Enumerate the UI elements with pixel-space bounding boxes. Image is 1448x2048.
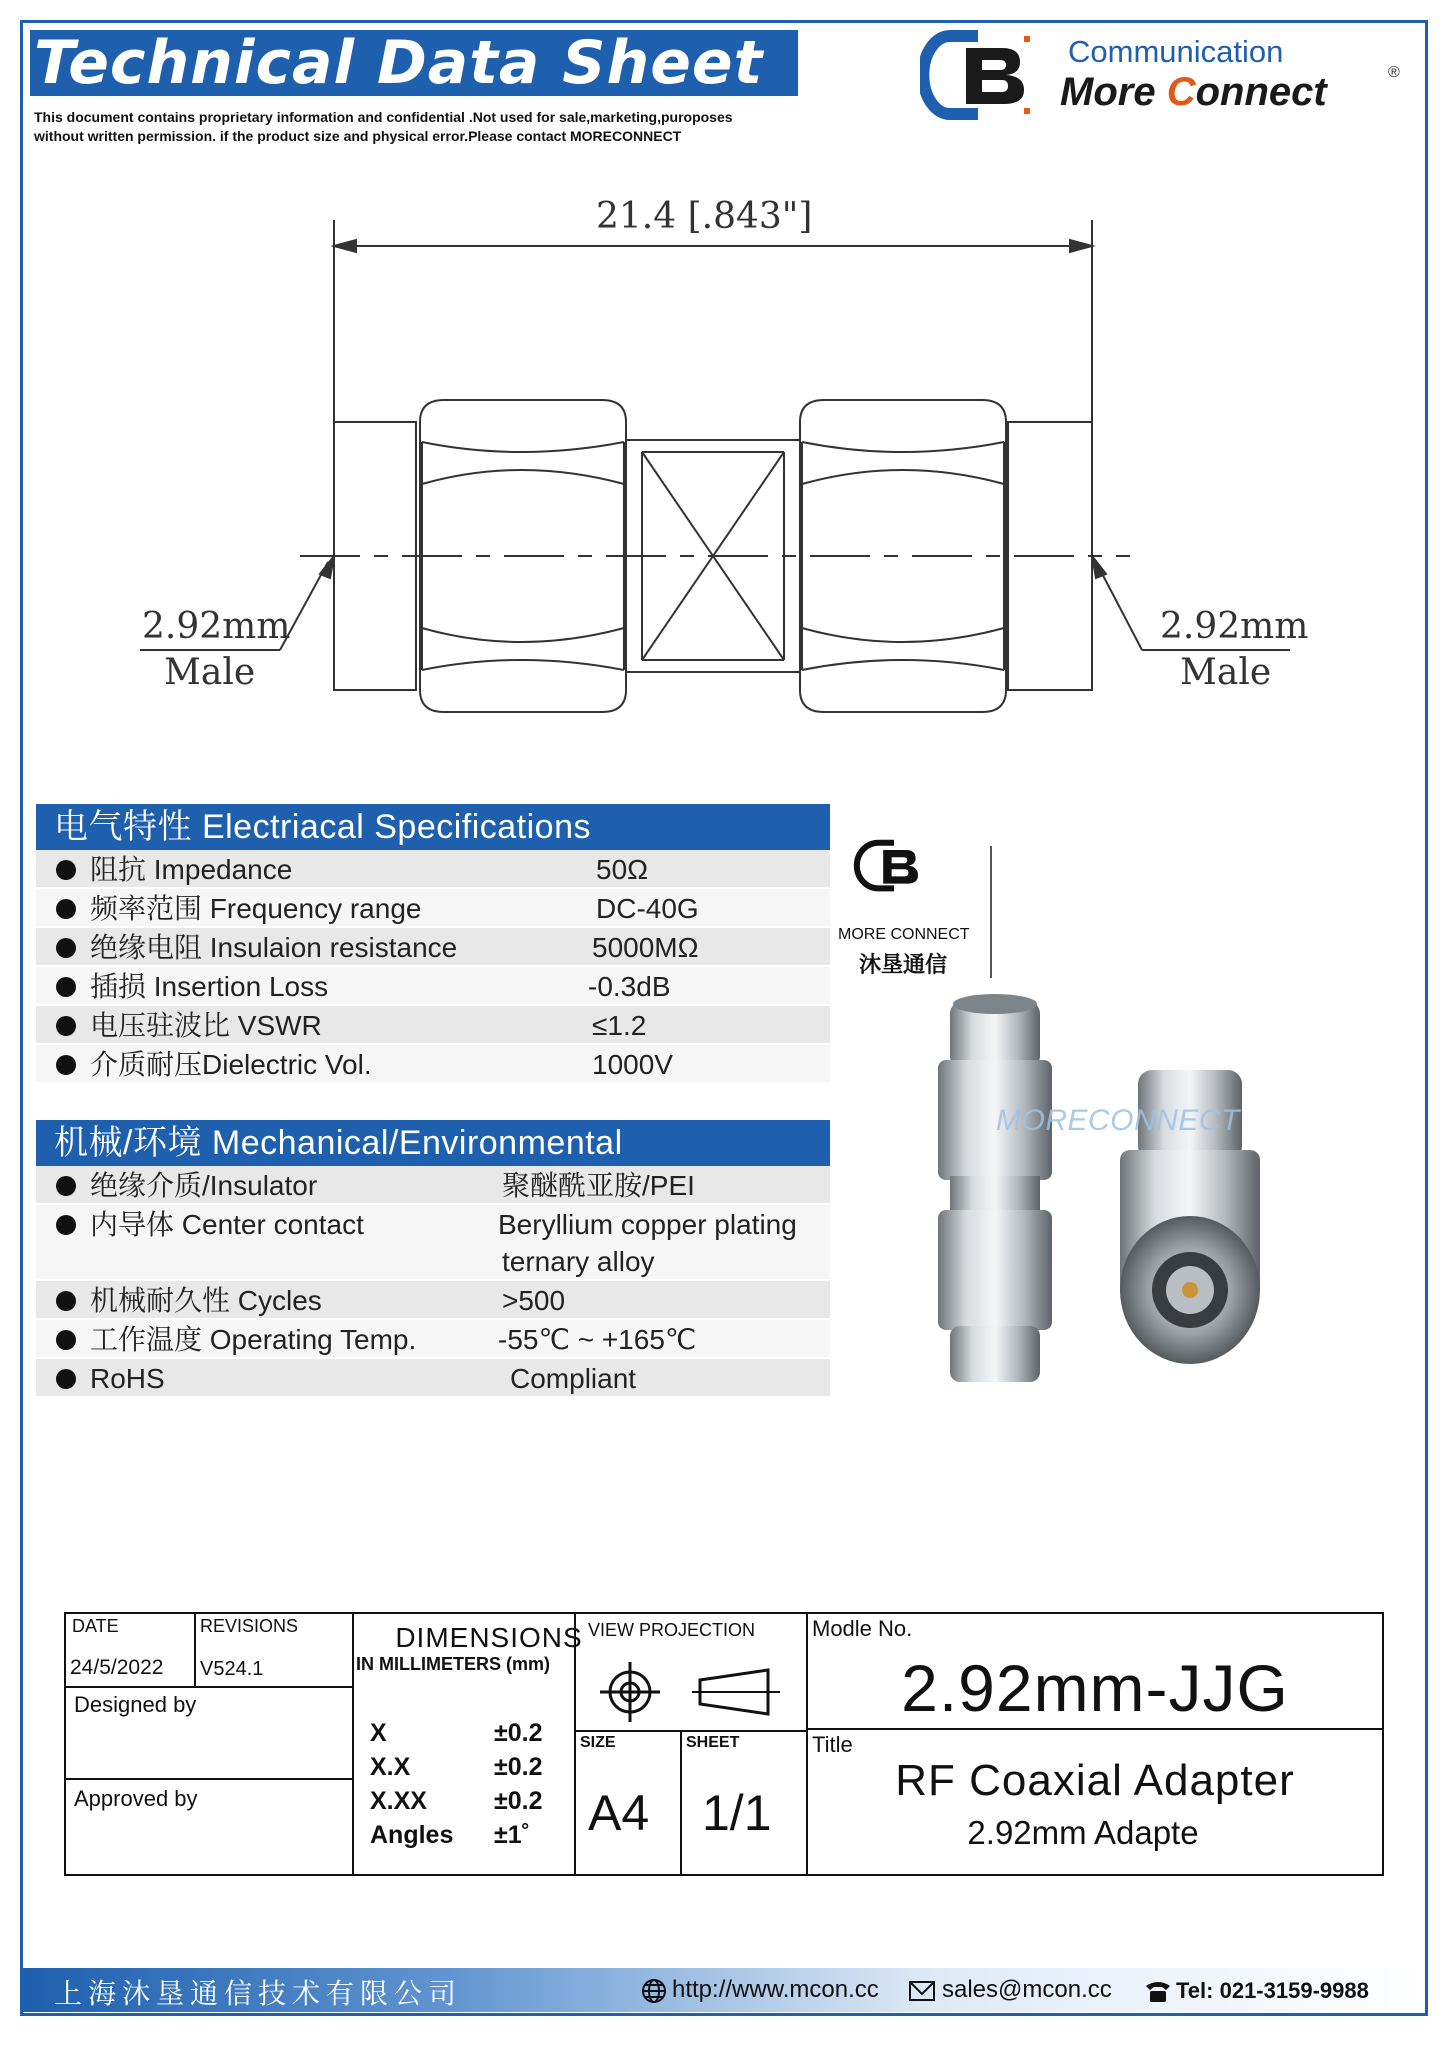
grid-line	[66, 1686, 352, 1688]
spec-value: Beryllium copper plating	[498, 1209, 797, 1240]
spec-label: 内导体 Center contact	[90, 1209, 364, 1240]
spec-label: 阻抗 Impedance	[90, 854, 293, 885]
designed-by-label: Designed by	[74, 1692, 197, 1717]
title-banner	[30, 30, 798, 96]
projection-symbol-icon	[596, 1662, 796, 1722]
tolerance-value: ±1˚	[494, 1821, 530, 1849]
right-gender-label: Male	[1180, 652, 1272, 693]
brand-name	[1060, 70, 1327, 115]
spec-row	[36, 1205, 830, 1281]
spec-label: 绝缘介质/Insulator	[90, 1170, 318, 1201]
spec-row	[36, 889, 830, 928]
model-value: 2.92mm-JJG	[901, 1651, 1289, 1725]
tolerance-keys	[370, 1716, 453, 1852]
grid-line	[806, 1728, 1384, 1730]
right-interface-label: 2.92mm	[1160, 606, 1309, 647]
title-value: RF Coaxial Adapter	[895, 1756, 1295, 1805]
size-value: A4	[588, 1785, 650, 1841]
bullet-icon	[56, 977, 76, 997]
page-title: Technical Data Sheet	[34, 28, 764, 98]
brand-name-c: C	[1166, 70, 1196, 114]
revisions-value: V524.1	[200, 1658, 264, 1680]
tolerance-key: X.XX	[370, 1787, 427, 1815]
mail-icon	[908, 1978, 936, 2004]
overall-length-dimension: 21.4 [.843"]	[596, 196, 813, 237]
spec-label: 绝缘电阻 Insulaion resistance	[90, 932, 458, 963]
revisions-label: REVISIONS	[200, 1616, 299, 1636]
electrical-specs-table	[36, 804, 830, 1084]
spec-row	[36, 1166, 830, 1205]
spec-value: 聚醚酰亚胺/PEI	[502, 1170, 695, 1201]
left-gender-label: Male	[164, 652, 256, 693]
spec-row	[36, 850, 830, 889]
footer-email[interactable]: sales@mcon.cc	[942, 1976, 1112, 2003]
brand-name-suffix: onnect	[1195, 70, 1327, 114]
bullet-icon	[56, 1215, 76, 1235]
brand-name-prefix: More	[1060, 70, 1167, 114]
bullet-icon	[56, 1176, 76, 1196]
tolerance-key: X	[370, 1719, 387, 1747]
tolerance-key: X.X	[370, 1753, 411, 1781]
mechanical-specs-table	[36, 1120, 830, 1398]
spec-row	[36, 1006, 830, 1045]
model-label: Modle No.	[812, 1616, 913, 1641]
spec-value-continued: ternary alloy	[502, 1246, 655, 1277]
left-interface-label: 2.92mm	[142, 606, 291, 647]
spec-label: 电压驻波比 VSWR	[90, 1010, 322, 1041]
footer-tel[interactable]: Tel: 021-3159-9988	[1176, 1978, 1369, 2003]
grid-line	[66, 1778, 352, 1780]
footer-company: 上海沐垦通信技术有限公司	[54, 1977, 463, 2010]
size-label: SIZE	[580, 1734, 616, 1751]
bullet-icon	[56, 899, 76, 919]
brand-tagline: Communication	[1068, 34, 1284, 69]
tolerance-values	[494, 1716, 542, 1852]
spec-row	[36, 967, 830, 1006]
title-block	[64, 1612, 1384, 1876]
grid-line	[680, 1730, 682, 1874]
spec-value: -55℃ ~ +165℃	[498, 1324, 697, 1355]
registered-mark: ®	[1388, 64, 1400, 81]
date-label: DATE	[72, 1616, 119, 1636]
tolerance-key: Angles	[370, 1821, 454, 1849]
disclaimer	[34, 108, 834, 146]
product-photo	[920, 990, 1300, 1390]
bullet-icon	[56, 860, 76, 880]
phone-icon	[1144, 1978, 1172, 2004]
spec-value: 5000MΩ	[592, 932, 699, 963]
grid-line	[194, 1614, 196, 1686]
dimensions-unit: IN MILLIMETERS (mm)	[356, 1654, 550, 1674]
spec-label: 插损 Insertion Loss	[90, 971, 329, 1002]
title-label: Title	[812, 1732, 853, 1757]
side-logo-chinese: 沐垦通信	[858, 952, 947, 977]
bullet-icon	[56, 1369, 76, 1389]
spec-label: 介质耐压Dielectric Vol.	[90, 1049, 372, 1080]
side-logo-brand: MORE CONNECT	[838, 926, 970, 943]
subtitle-value: 2.92mm Adapte	[967, 1814, 1199, 1851]
sheet-value: 1/1	[702, 1785, 772, 1841]
tolerance-value: ±0.2	[494, 1719, 543, 1747]
view-projection-label: VIEW PROJECTION	[588, 1620, 756, 1640]
disclaimer-line-2: without written permission. if the product size and physical error.Please contact MORECONNECT	[34, 128, 682, 144]
spec-value: ≤1.2	[592, 1010, 647, 1041]
dimensions-label: DIMENSIONS	[395, 1622, 583, 1653]
bullet-icon	[56, 1291, 76, 1311]
spec-value: 1000V	[592, 1049, 673, 1080]
grid-line	[574, 1730, 806, 1732]
spec-value: >500	[502, 1285, 566, 1316]
spec-label: 频率范围 Frequency range	[90, 893, 422, 924]
adapter-drawing	[130, 190, 1310, 750]
photo-watermark: MORECONNECT	[996, 1104, 1240, 1137]
approved-by-label: Approved by	[74, 1786, 198, 1811]
globe-icon	[640, 1978, 668, 2004]
side-logo-icon	[838, 838, 968, 928]
spec-label: 工作温度 Operating Temp.	[90, 1324, 417, 1355]
spec-row	[36, 928, 830, 967]
footer-website[interactable]: http://www.mcon.cc	[672, 1976, 879, 2003]
spec-value: 50Ω	[596, 854, 649, 885]
electrical-specs-heading: 电气特性 Electriacal Specifications	[36, 804, 830, 850]
spec-value: Compliant	[510, 1363, 637, 1394]
date-value: 24/5/2022	[70, 1656, 164, 1679]
disclaimer-line-1: This document contains proprietary information and confidential .Not used for sale,marketing,puroposes	[34, 109, 733, 125]
bullet-icon	[56, 1055, 76, 1075]
side-logo-divider	[990, 846, 992, 978]
sheet-label: SHEET	[686, 1734, 740, 1751]
spec-label: 机械耐久性 Cycles	[90, 1285, 322, 1316]
spec-value: DC-40G	[596, 893, 699, 924]
spec-label: RoHS	[90, 1363, 165, 1394]
tolerance-value: ±0.2	[494, 1753, 543, 1781]
spec-value: -0.3dB	[588, 971, 671, 1002]
tolerance-value: ±0.2	[494, 1787, 543, 1815]
company-logo-icon	[920, 30, 1040, 120]
spec-row	[36, 1359, 830, 1398]
mechanical-specs-heading: 机械/环境 Mechanical/Environmental	[36, 1120, 830, 1166]
bullet-icon	[56, 1016, 76, 1036]
spec-row	[36, 1320, 830, 1359]
bullet-icon	[56, 938, 76, 958]
bullet-icon	[56, 1330, 76, 1350]
spec-row	[36, 1281, 830, 1320]
spec-row	[36, 1045, 830, 1084]
